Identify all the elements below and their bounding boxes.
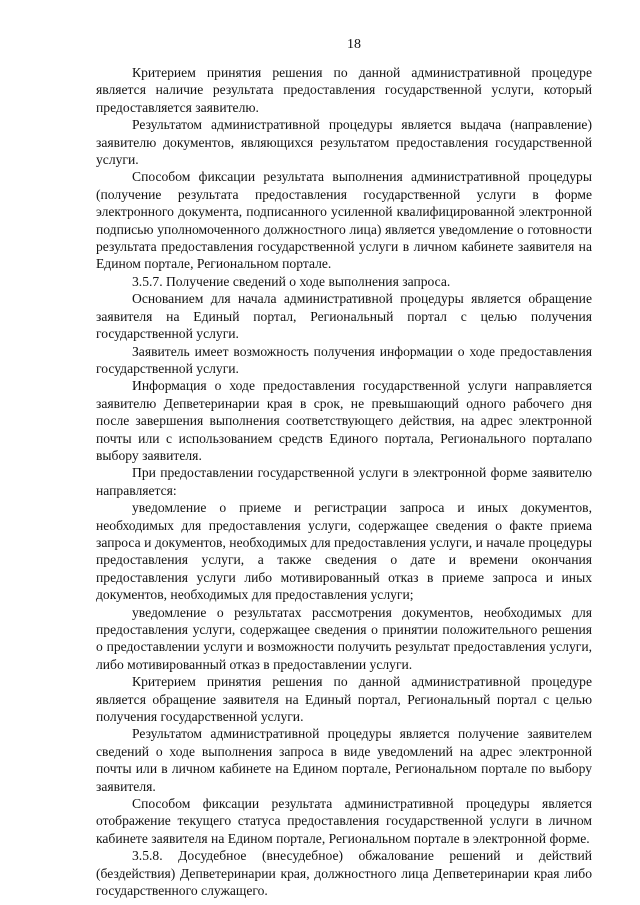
paragraph-12: Результатом административной процедуры является получение заявителем сведений о ходе выполнения запроса в виде уведомлений на адрес электронной почты или в личном кабинете на Едином портале, Региональном портале по выбору заявителя. [96, 726, 592, 794]
section-heading-3-5-8: 3.5.8. Досудебное (внесудебное) обжалование решений и действий (бездействия) Депветеринарии края, должностного лица Депветеринарии края либо государственного служащего. [96, 848, 592, 899]
paragraph-9: уведомление о приеме и регистрации запроса и иных документов, необходимых для предоставления услуги, содержащее сведения о факте приема запроса и документов, необходимых для предоставления услуги, и начале процедуры предоставления услуги, а также сведения о дате и времени окончания предоставления услуги либо мотивированный отказ в приеме запроса и иных документов, необходимых для предоставления услуги; [96, 500, 592, 603]
paragraph-11: Критерием принятия решения по данной административной процедуре является обращение заявителя на Единый портал, Региональный портал с целью получения государственной услуги. [96, 674, 592, 725]
paragraph-5: Основанием для начала административной процедуры является обращение заявителя на Единый портал, Региональный портал с целью получения государственной услуги. [96, 291, 592, 342]
paragraph-2: Результатом административной процедуры является выдача (направление) заявителю документов, являющихся результатом предоставления государственной услуги. [96, 117, 592, 168]
paragraph-13: Способом фиксации результата административной процедуры является отображение текущего статуса предоставления государственной услуги в личном кабинете заявителя на Едином портале, Региональном портале в электронной форме. [96, 796, 592, 846]
paragraph-6: Заявитель имеет возможность получения информации о ходе предоставления государственной услуги. [96, 343, 592, 376]
paragraph-3: Способом фиксации результата выполнения административной процедуры (получение результата предоставления государственной услуги в форме электронного документа, подписанного усиленной квалифицированной электронной подписью уполномоченного должностного лица) является уведомление о готовности результата предоставления государственной услуги в личном кабинете заявителя на Едином портале, Региональном портале. [96, 169, 592, 272]
paragraph-7: Информация о ходе предоставления государственной услуги направляется заявителю Депветеринарии края в срок, не превышающий одного рабочего дня после завершения выполнения соответствующего действия, на адрес электронной почты или с использованием средств Единого портала, Регионального порталапо выбору заявителя. [96, 378, 592, 463]
paragraph-1: Критерием принятия решения по данной административной процедуре является наличие результата предоставления государственной услуги, который предоставляется заявителю. [96, 65, 592, 115]
section-heading-3-5-7: 3.5.7. Получение сведений о ходе выполнения запроса. [132, 273, 451, 289]
paragraph-8: При предоставлении государственной услуги в электронной форме заявителю направляется: [96, 465, 592, 498]
paragraph-10: уведомление о результатах рассмотрения документов, необходимых для предоставления услуги, содержащее сведения о принятии положительного решения о предоставлении услуги и возможности получить результат предоставления услуги, либо мотивированный отказ в предоставлении услуги. [96, 604, 592, 672]
page-number: 18 [347, 37, 361, 52]
